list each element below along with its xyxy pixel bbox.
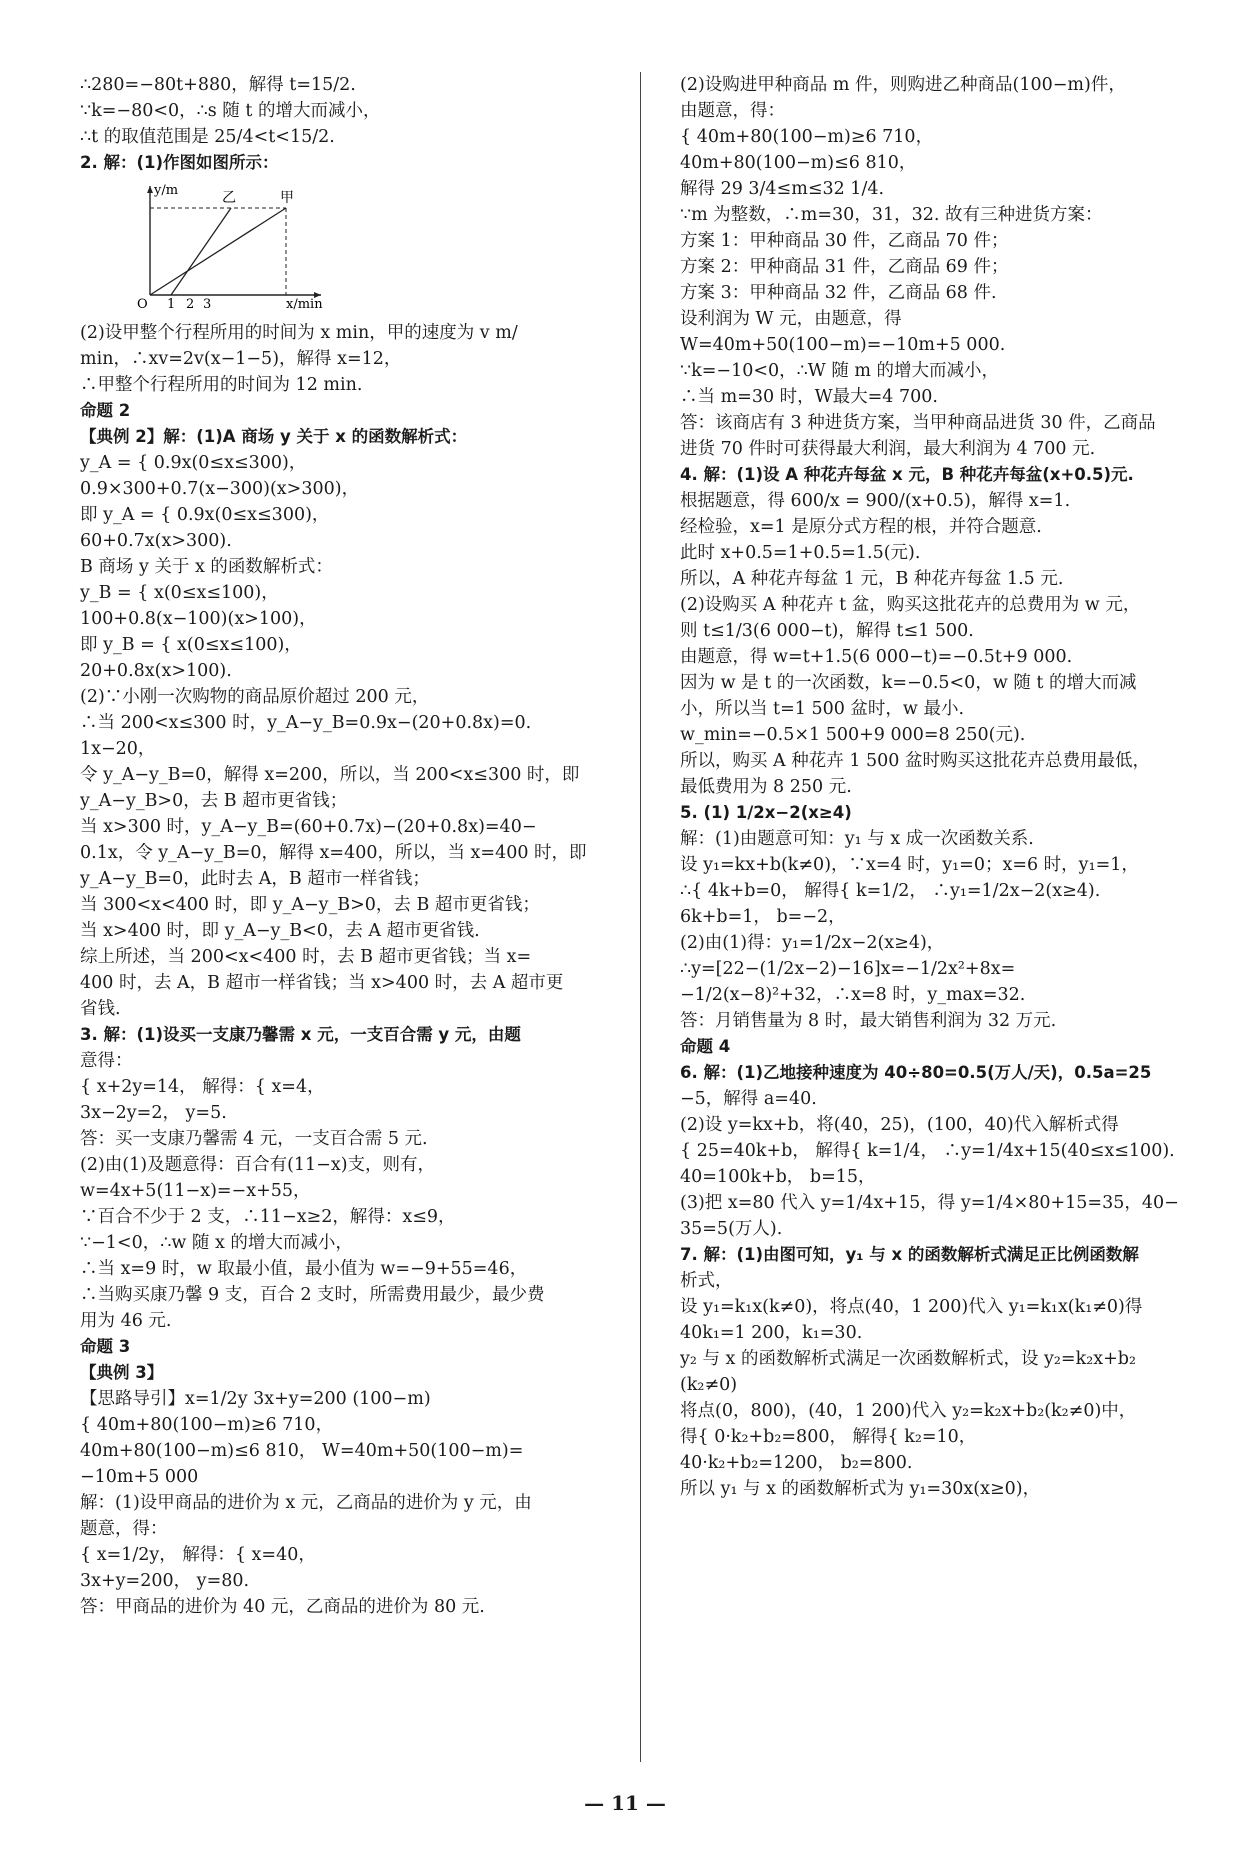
equation-line: { 25=40k+b， 解得{ k=1/4， ∴y=1/4x+15(40≤x≤100).: [680, 1141, 1175, 1161]
tick-label: 1: [167, 297, 176, 310]
text-line: w_min=−0.5×1 500+9 000=8 250(元).: [680, 725, 1026, 745]
equation-line: 40=100k+b， b=15，: [680, 1167, 876, 1187]
text-line: 经检验，x=1 是原分式方程的根，并符合题意.: [680, 517, 1042, 537]
equation-line: { x+2y=14， 解得：{ x=4，: [80, 1077, 325, 1097]
text-line: ∵−1<0，∴w 随 x 的增大而减小，: [80, 1233, 353, 1253]
equation-line: 即 y_B = { x(0≤x≤100)，: [80, 635, 302, 655]
text-line: 令 y_A−y_B=0，解得 x=200，所以，当 200<x≤300 时，即: [80, 765, 580, 785]
text-line: 所以，A 种花卉每盆 1 元，B 种花卉每盆 1.5 元.: [680, 569, 1064, 589]
equation-line: 3x+y=200， y=80.: [80, 1571, 250, 1591]
text-line: y_A−y_B=0，此时去 A，B 超市一样省钱；: [80, 869, 430, 889]
x-axis-label: x/min: [286, 297, 323, 310]
example-heading: 【典例 2】解：(1)A 商场 y 关于 x 的函数解析式：: [80, 427, 468, 446]
text-line: 答：月销售量为 8 时，最大销售利润为 32 万元.: [680, 1011, 1057, 1031]
text-line: 40k₁=1 200，k₁=30.: [680, 1323, 863, 1343]
text-line: 由题意，得：: [680, 101, 785, 121]
equation-line: 40m+80(100−m)≤6 810， W=40m+50(100−m)=: [80, 1441, 524, 1461]
text-line: 设 y₁=k₁x(k≠0)，将点(40，1 200)代入 y₁=k₁x(k₁≠0)得: [680, 1297, 1143, 1317]
page-number: — 11 —: [584, 1791, 666, 1815]
text-line: (3)把 x=80 代入 y=1/4x+15，得 y=1/4×80+15=35，40−: [680, 1193, 1179, 1213]
text-line: ∵m 为整数，∴m=30，31，32. 故有三种进货方案：: [680, 205, 1103, 225]
example-heading: 【典例 3】: [80, 1363, 164, 1382]
equation-line: 40m+80(100−m)≤6 810，: [680, 153, 917, 173]
text-line: (2)设甲整个行程所用的时间为 x min，甲的速度为 v m/: [80, 323, 518, 343]
text-line: 当 300<x<400 时，即 y_A−y_B>0，去 B 超市更省钱；: [80, 895, 540, 915]
tick-label: 2: [186, 297, 195, 310]
tick-label: 3: [203, 297, 212, 310]
text-line: ∴y=[22−(1/2x−2)−16]x=−1/2x²+8x=: [680, 959, 1016, 979]
text-line: ∵k=−10<0，∴W 随 m 的增大而减小，: [680, 361, 1000, 381]
line-label-yi: 乙: [222, 190, 236, 206]
problem-6-heading: 6. 解：(1)乙地接种速度为 40÷80=0.5(万人/天)，0.5a=25: [680, 1063, 1152, 1082]
text-line: 综上所述，当 200<x<400 时，去 B 超市更省钱；当 x=: [80, 947, 532, 967]
equation-line: 40·k₂+b₂=1200， b₂=800.: [680, 1453, 913, 1473]
section-heading: 命题 4: [680, 1037, 731, 1056]
equation-line: 即 y_A = { 0.9x(0≤x≤300)，: [80, 505, 330, 525]
text-line: 当 x>400 时，即 y_A−y_B<0，去 A 超市更省钱.: [80, 921, 480, 941]
text-line: 1x−20，: [80, 739, 156, 759]
distance-time-graph: [136, 180, 326, 310]
text-line: 400 时，去 A，B 超市一样省钱；当 x>400 时，去 A 超市更: [80, 973, 564, 993]
text-line: 设 y₁=kx+b(k≠0)，∵x=4 时，y₁=0；x=6 时，y₁=1，: [680, 855, 1139, 875]
line-label-jia: 甲: [280, 190, 294, 206]
equation-line: 3x−2y=2， y=5.: [80, 1103, 227, 1123]
equation-line: y_B = { x(0≤x≤100)，: [80, 583, 279, 603]
line-jia: [150, 208, 286, 295]
y-axis-arrow: [147, 186, 153, 193]
text-line: 答：买一支康乃馨需 4 元，一支百合需 5 元.: [80, 1129, 428, 1149]
text-line: (2)由(1)及题意得：百合有(11−x)支，则有，: [80, 1155, 436, 1175]
section-heading: 命题 2: [80, 401, 131, 420]
text-line: (2)设购进甲种商品 m 件，则购进乙种商品(100−m)件，: [680, 75, 1126, 95]
text-line: w=4x+5(11−x)=−x+55，: [80, 1181, 311, 1201]
text-line: 所以 y₁ 与 x 的函数解析式为 y₁=30x(x≥0)，: [680, 1479, 1041, 1499]
text-line: y₂ 与 x 的函数解析式满足一次函数解析式，设 y₂=k₂x+b₂: [680, 1349, 1136, 1369]
problem-7-heading: 7. 解：(1)由图可知，y₁ 与 x 的函数解析式满足正比例函数解: [680, 1245, 1139, 1264]
text-line: 方案 3：甲种商品 32 件，乙商品 68 件.: [680, 283, 997, 303]
text-line: min，∴xv=2v(x−1−5)，解得 x=12，: [80, 349, 402, 369]
equation-line: −10m+5 000: [80, 1467, 199, 1487]
text-line: (2)由(1)得：y₁=1/2x−2(x≥4)，: [680, 933, 945, 953]
text-line: ∴当 200<x≤300 时，y_A−y_B=0.9x−(20+0.8x)=0.: [80, 713, 532, 733]
y-axis-label: y/m: [154, 183, 179, 198]
text-line: 解得 29 3/4≤m≤32 1/4.: [680, 179, 885, 199]
text-line: ∴当购买康乃馨 9 支，百合 2 支时，所需费用最少，最少费: [80, 1285, 545, 1305]
text-line: ∴当 m=30 时，W最大=4 700.: [680, 387, 938, 407]
text-line: W=40m+50(100−m)=−10m+5 000.: [680, 335, 1006, 355]
equation-line: 6k+b=1， b=−2，: [680, 907, 846, 927]
problem-4-heading: 4. 解：(1)设 A 种花卉每盆 x 元，B 种花卉每盆(x+0.5)元.: [680, 465, 1134, 484]
right-column: [680, 72, 1220, 1502]
problem-3-heading: 3. 解：(1)设买一支康乃馨需 x 元，一支百合需 y 元，由题: [80, 1025, 521, 1044]
text-line: (2)∵小刚一次购物的商品原价超过 200 元，: [80, 687, 430, 707]
text-line: 省钱.: [80, 999, 121, 1019]
text-line: 将点(0，800)，(40，1 200)代入 y₂=k₂x+b₂(k₂≠0)中，: [680, 1401, 1137, 1421]
hint-line: 【思路导引】x=1/2y 3x+y=200 (100−m): [80, 1389, 431, 1409]
text-line: −1/2(x−8)²+32，∴x=8 时，y_max=32.: [680, 985, 1026, 1005]
text-line: ∵k=−80<0，∴s 随 t 的增大而减小，: [80, 101, 381, 121]
text-line: ∴甲整个行程所用的时间为 12 min.: [80, 375, 363, 395]
text-line: 意得：: [80, 1051, 133, 1071]
text-line: B 商场 y 关于 x 的函数解析式：: [80, 557, 333, 577]
text-line: 小，所以当 t=1 500 盆时，w 最小.: [680, 699, 965, 719]
equation-line: 20+0.8x(x>100).: [80, 661, 232, 681]
text-line: 解：(1)由题意可知：y₁ 与 x 成一次函数关系.: [680, 829, 1034, 849]
text-line: 题意，得：: [80, 1519, 168, 1539]
left-column: [80, 72, 620, 1620]
equation-line: { 40m+80(100−m)≥6 710，: [80, 1415, 334, 1435]
text-line: 当 x>300 时，y_A−y_B=(60+0.7x)−(20+0.8x)=40−: [80, 817, 537, 837]
equation-line: 得{ 0·k₂+b₂=800， 解得{ k₂=10，: [680, 1427, 977, 1447]
text-line: 因为 w 是 t 的一次函数，k=−0.5<0，w 随 t 的增大而减: [680, 673, 1137, 693]
section-heading: 命题 3: [80, 1337, 131, 1356]
text-line: −5，解得 a=40.: [680, 1089, 817, 1109]
problem-2-heading: 2. 解：(1)作图如图所示：: [80, 153, 279, 172]
text-line: (k₂≠0): [680, 1375, 738, 1395]
text-line: ∴280=−80t+880，解得 t=15/2.: [80, 75, 356, 95]
equation-line: { x=1/2y， 解得：{ x=40，: [80, 1545, 316, 1565]
text-line: 设利润为 W 元，由题意，得: [680, 309, 902, 329]
text-line: 则 t≤1/3(6 000−t)，解得 t≤1 500.: [680, 621, 974, 641]
text-line: 解：(1)设甲商品的进价为 x 元，乙商品的进价为 y 元，由: [80, 1493, 532, 1513]
text-line: y_A−y_B>0，去 B 超市更省钱；: [80, 791, 348, 811]
text-line: 此时 x+0.5=1+0.5=1.5(元).: [680, 543, 921, 563]
text-line: 35=5(万人).: [680, 1219, 783, 1239]
equation-line: 100+0.8(x−100)(x>100)，: [80, 609, 317, 629]
equation-line: 60+0.7x(x>300).: [80, 531, 232, 551]
equation-line: ∴{ 4k+b=0， 解得{ k=1/2， ∴y₁=1/2x−2(x≥4).: [680, 881, 1101, 901]
text-line: ∵百合不少于 2 支，∴11−x≥2，解得：x≤9，: [80, 1207, 456, 1227]
equation-line: y_A = { 0.9x(0≤x≤300)，: [80, 453, 307, 473]
column-divider: [640, 72, 641, 1762]
equation-line: { 40m+80(100−m)≥6 710，: [680, 127, 934, 147]
problem-5-heading: 5. (1) 1/2x−2(x≥4): [680, 803, 852, 822]
text-line: 析式，: [680, 1271, 733, 1291]
text-line: (2)设 y=kx+b，将(40，25)，(100，40)代入解析式得: [680, 1115, 1119, 1135]
text-line: 用为 46 元.: [80, 1311, 172, 1331]
text-line: ∴t 的取值范围是 25/4<t<15/2.: [80, 127, 335, 147]
text-line: 答：甲商品的进价为 40 元，乙商品的进价为 80 元.: [80, 1597, 485, 1617]
text-line: 0.1x，令 y_A−y_B=0，解得 x=400，所以，当 x=400 时，即: [80, 843, 587, 863]
text-line: 答：该商店有 3 种进货方案，当甲种商品进货 30 件，乙商品: [680, 413, 1156, 433]
text-line: 进货 70 件时可获得最大利润，最大利润为 4 700 元.: [680, 439, 1096, 459]
text-line: 所以，购买 A 种花卉 1 500 盆时购买这批花卉总费用最低，: [680, 751, 1150, 771]
origin-label: O: [137, 297, 148, 310]
text-line: (2)设购买 A 种花卉 t 盆，购买这批花卉的总费用为 w 元，: [680, 595, 1141, 615]
text-line: 最低费用为 8 250 元.: [680, 777, 852, 797]
text-line: 由题意，得 w=t+1.5(6 000−t)=−0.5t+9 000.: [680, 647, 1073, 667]
text-line: 方案 1：甲种商品 30 件，乙商品 70 件；: [680, 231, 1009, 251]
text-line: 方案 2：甲种商品 31 件，乙商品 69 件；: [680, 257, 1009, 277]
text-line: 根据题意，得 600/x = 900/(x+0.5)，解得 x=1.: [680, 491, 1071, 511]
line-yi: [171, 208, 231, 295]
equation-line: 0.9×300+0.7(x−300)(x>300)，: [80, 479, 360, 499]
text-line: ∴当 x=9 时，w 取最小值，最小值为 w=−9+55=46，: [80, 1259, 528, 1279]
